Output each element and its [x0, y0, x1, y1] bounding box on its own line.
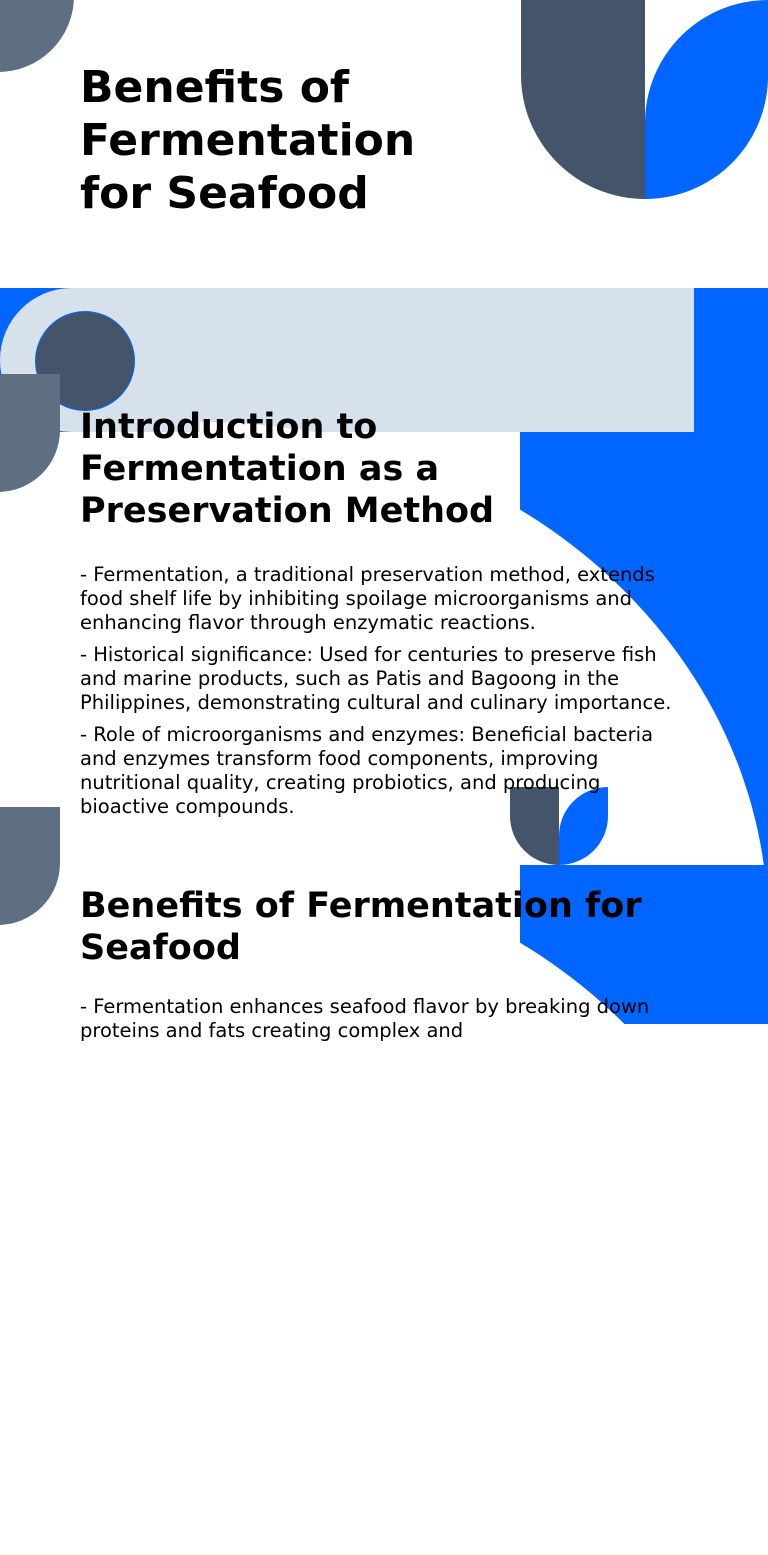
corner-quarter-circle-shape	[0, 0, 74, 72]
bullet-item: - Historical significance: Used for centuries to preserve fish and marine products, such as Patis and Bagoong in the Philippines, demonstrating cultural and culinary importance.	[80, 643, 672, 714]
benefits-slide	[0, 865, 768, 1042]
slide-title: Introduction to Fermentation as a Preservation Method	[80, 407, 495, 531]
bullet-item: - Fermentation, a traditional preservation method, extends food shelf life by inhibiting spoilage microorganisms and enhancing flavor through enzymatic reactions.	[80, 563, 655, 634]
bullet-list	[80, 995, 690, 1051]
bullet-list	[80, 563, 690, 827]
intro-slide	[0, 407, 768, 865]
bullet-item: - Fermentation enhances seafood flavor by breaking down proteins and fats creating complex and	[80, 995, 650, 1042]
blue-leaf-shape	[645, 0, 768, 199]
blue-corner-shape	[694, 288, 768, 432]
slide-title: Benefits of Fermentation for Seafood	[80, 62, 416, 219]
bullet-item: - Role of microorganisms and enzymes: Beneficial bacteria and enzymes transform food components, improving nutritional quality, creating probiotics, and producing bioactive compounds.	[80, 723, 654, 818]
title-slide	[0, 0, 768, 288]
corner-quarter-circle-shape	[0, 374, 60, 492]
dark-leaf-shape	[521, 0, 645, 199]
corner-quarter-circle-shape	[0, 807, 60, 925]
slide-title: Benefits of Fermentation for Seafood	[80, 886, 642, 968]
